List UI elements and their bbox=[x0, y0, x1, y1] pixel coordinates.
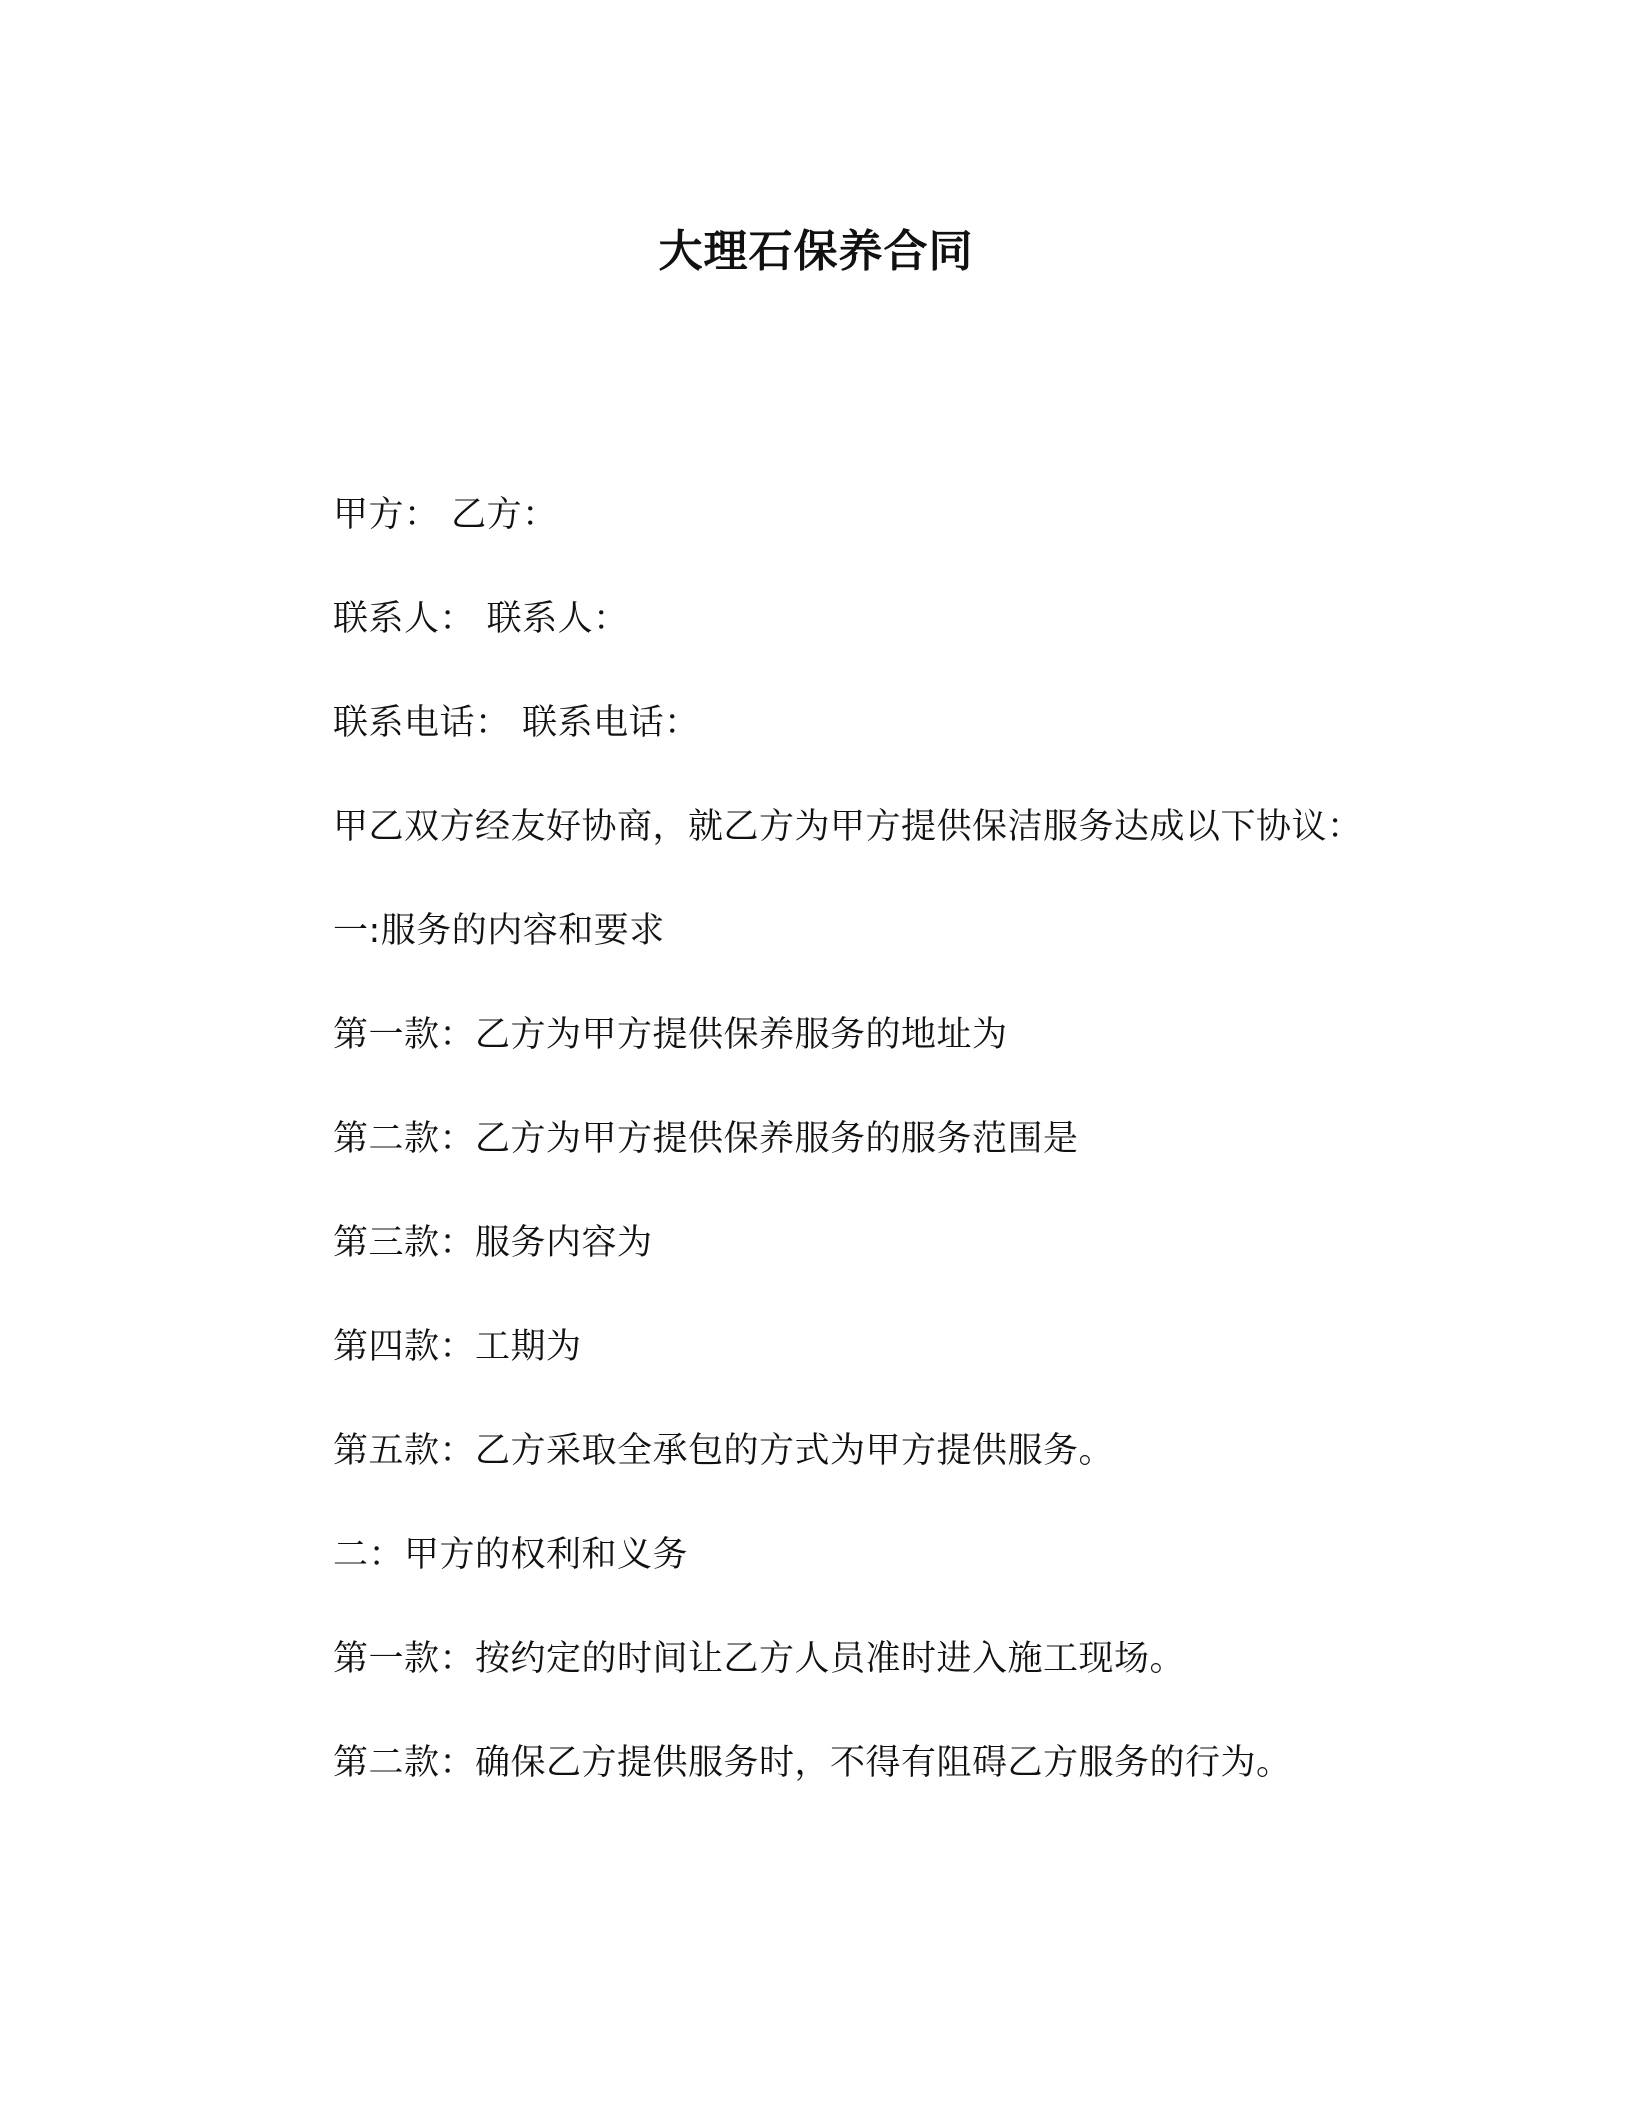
clause-line: 第五款：乙方采取全承包的方式为甲方提供服务。 bbox=[333, 1431, 1115, 1471]
clause-line: 第三款：服务内容为 bbox=[333, 1223, 653, 1263]
section-heading: 一:服务的内容和要求 bbox=[333, 911, 665, 951]
section-heading: 二：甲方的权利和义务 bbox=[333, 1535, 689, 1575]
clause-line: 第二款：确保乙方提供服务时，不得有阻碍乙方服务的行为。 bbox=[333, 1743, 1292, 1783]
agreement-intro-line: 甲乙双方经友好协商，就乙方为甲方提供保洁服务达成以下协议： bbox=[333, 807, 1363, 847]
clause-line: 第二款：乙方为甲方提供保养服务的服务范围是 bbox=[333, 1119, 1079, 1159]
document-body bbox=[333, 490, 1433, 1842]
clause-line: 第一款：按约定的时间让乙方人员准时进入施工现场。 bbox=[333, 1639, 1186, 1679]
contact-phone-line: 联系电话： 联系电话： bbox=[333, 703, 700, 743]
contact-person-line: 联系人： 联系人： bbox=[333, 599, 629, 639]
clause-line: 第四款：工期为 bbox=[333, 1327, 582, 1367]
party-names-line: 甲方： 乙方： bbox=[333, 495, 558, 535]
clause-line: 第一款：乙方为甲方提供保养服务的地址为 bbox=[333, 1015, 1008, 1055]
document-title: 大理石保养合同 bbox=[658, 226, 974, 277]
